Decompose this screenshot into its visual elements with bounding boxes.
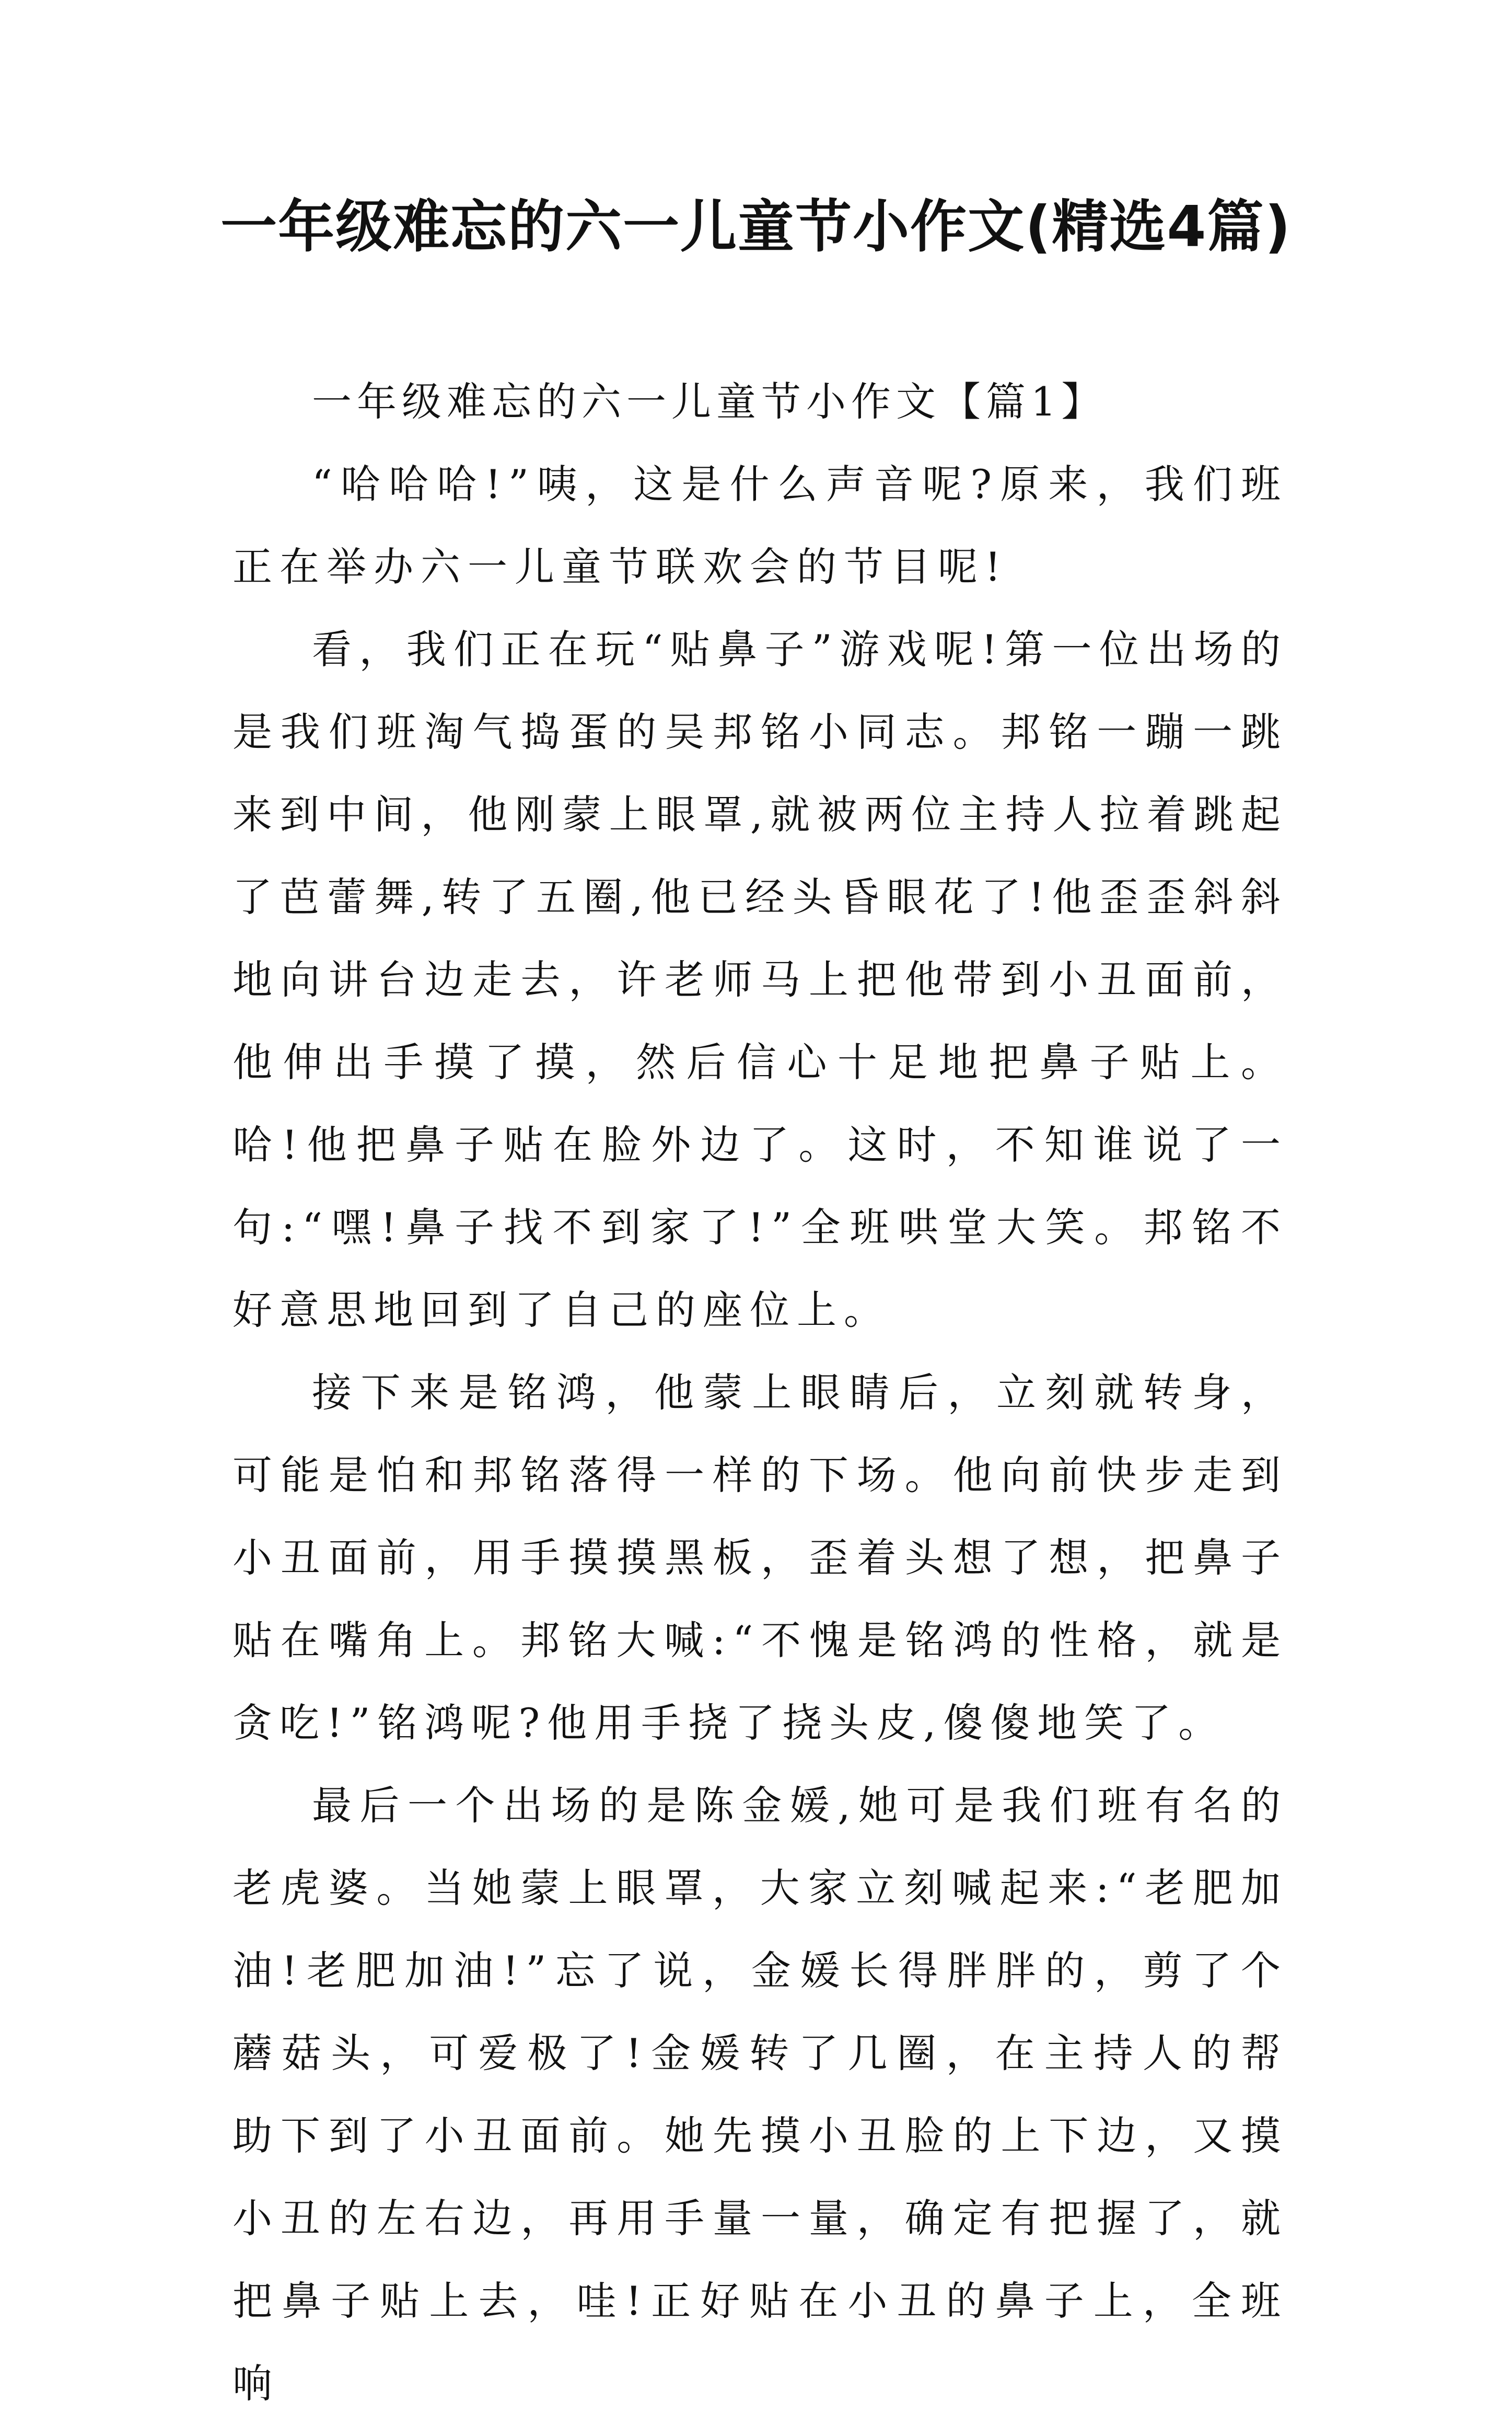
document-body — [232, 361, 1288, 2425]
document-title: 一年级难忘的六一儿童节小作文(精选4篇) — [220, 194, 1292, 260]
paragraph-2: 看，我们正在玩“贴鼻子”游戏呢!第一位出场的是我们班淘气捣蛋的吴邦铭小同志。邦铭一蹦一跳来到中间，他刚蒙上眼罩,就被两位主持人拉着跳起了芭蕾舞,转了五圈,他已经头昏眼花了!他歪歪斜斜地向讲台边走去，许老师马上把他带到小丑面前，他伸出手摸了摸，然后信心十足地把鼻子贴上。哈!他把鼻子贴在脸外边了。这时，不知谁说了一句:“嘿!鼻子找不到家了!”全班哄堂大笑。邦铭不好意思地回到了自己的座位上。 — [232, 626, 1288, 1333]
paragraph-3: 接下来是铭鸿，他蒙上眼睛后，立刻就转身，可能是怕和邦铭落得一样的下场。他向前快步走到小丑面前，用手摸摸黑板，歪着头想了想，把鼻子贴在嘴角上。邦铭大喊:“不愧是铭鸿的性格，就是贪吃!”铭鸿呢?他用手挠了挠头皮,傻傻地笑了。 — [232, 1369, 1288, 1746]
paragraph-1: “哈哈哈!”咦，这是什么声音呢?原来，我们班正在举办六一儿童节联欢会的节目呢! — [232, 461, 1288, 590]
section-heading: 一年级难忘的六一儿童节小作文【篇1】 — [312, 378, 1107, 425]
paragraph-4: 最后一个出场的是陈金媛,她可是我们班有名的老虎婆。当她蒙上眼罩，大家立刻喊起来:“老肥加油!老肥加油!”忘了说，金媛长得胖胖的，剪了个蘑菇头，可爱极了!金媛转了几圈，在主持人的帮助下到了小丑面前。她先摸小丑脸的上下边，又摸小丑的左右边，再用手量一量，确定有把握了，就把鼻子贴上去，哇!正好贴在小丑的鼻子上，全班响 — [232, 1782, 1288, 2407]
